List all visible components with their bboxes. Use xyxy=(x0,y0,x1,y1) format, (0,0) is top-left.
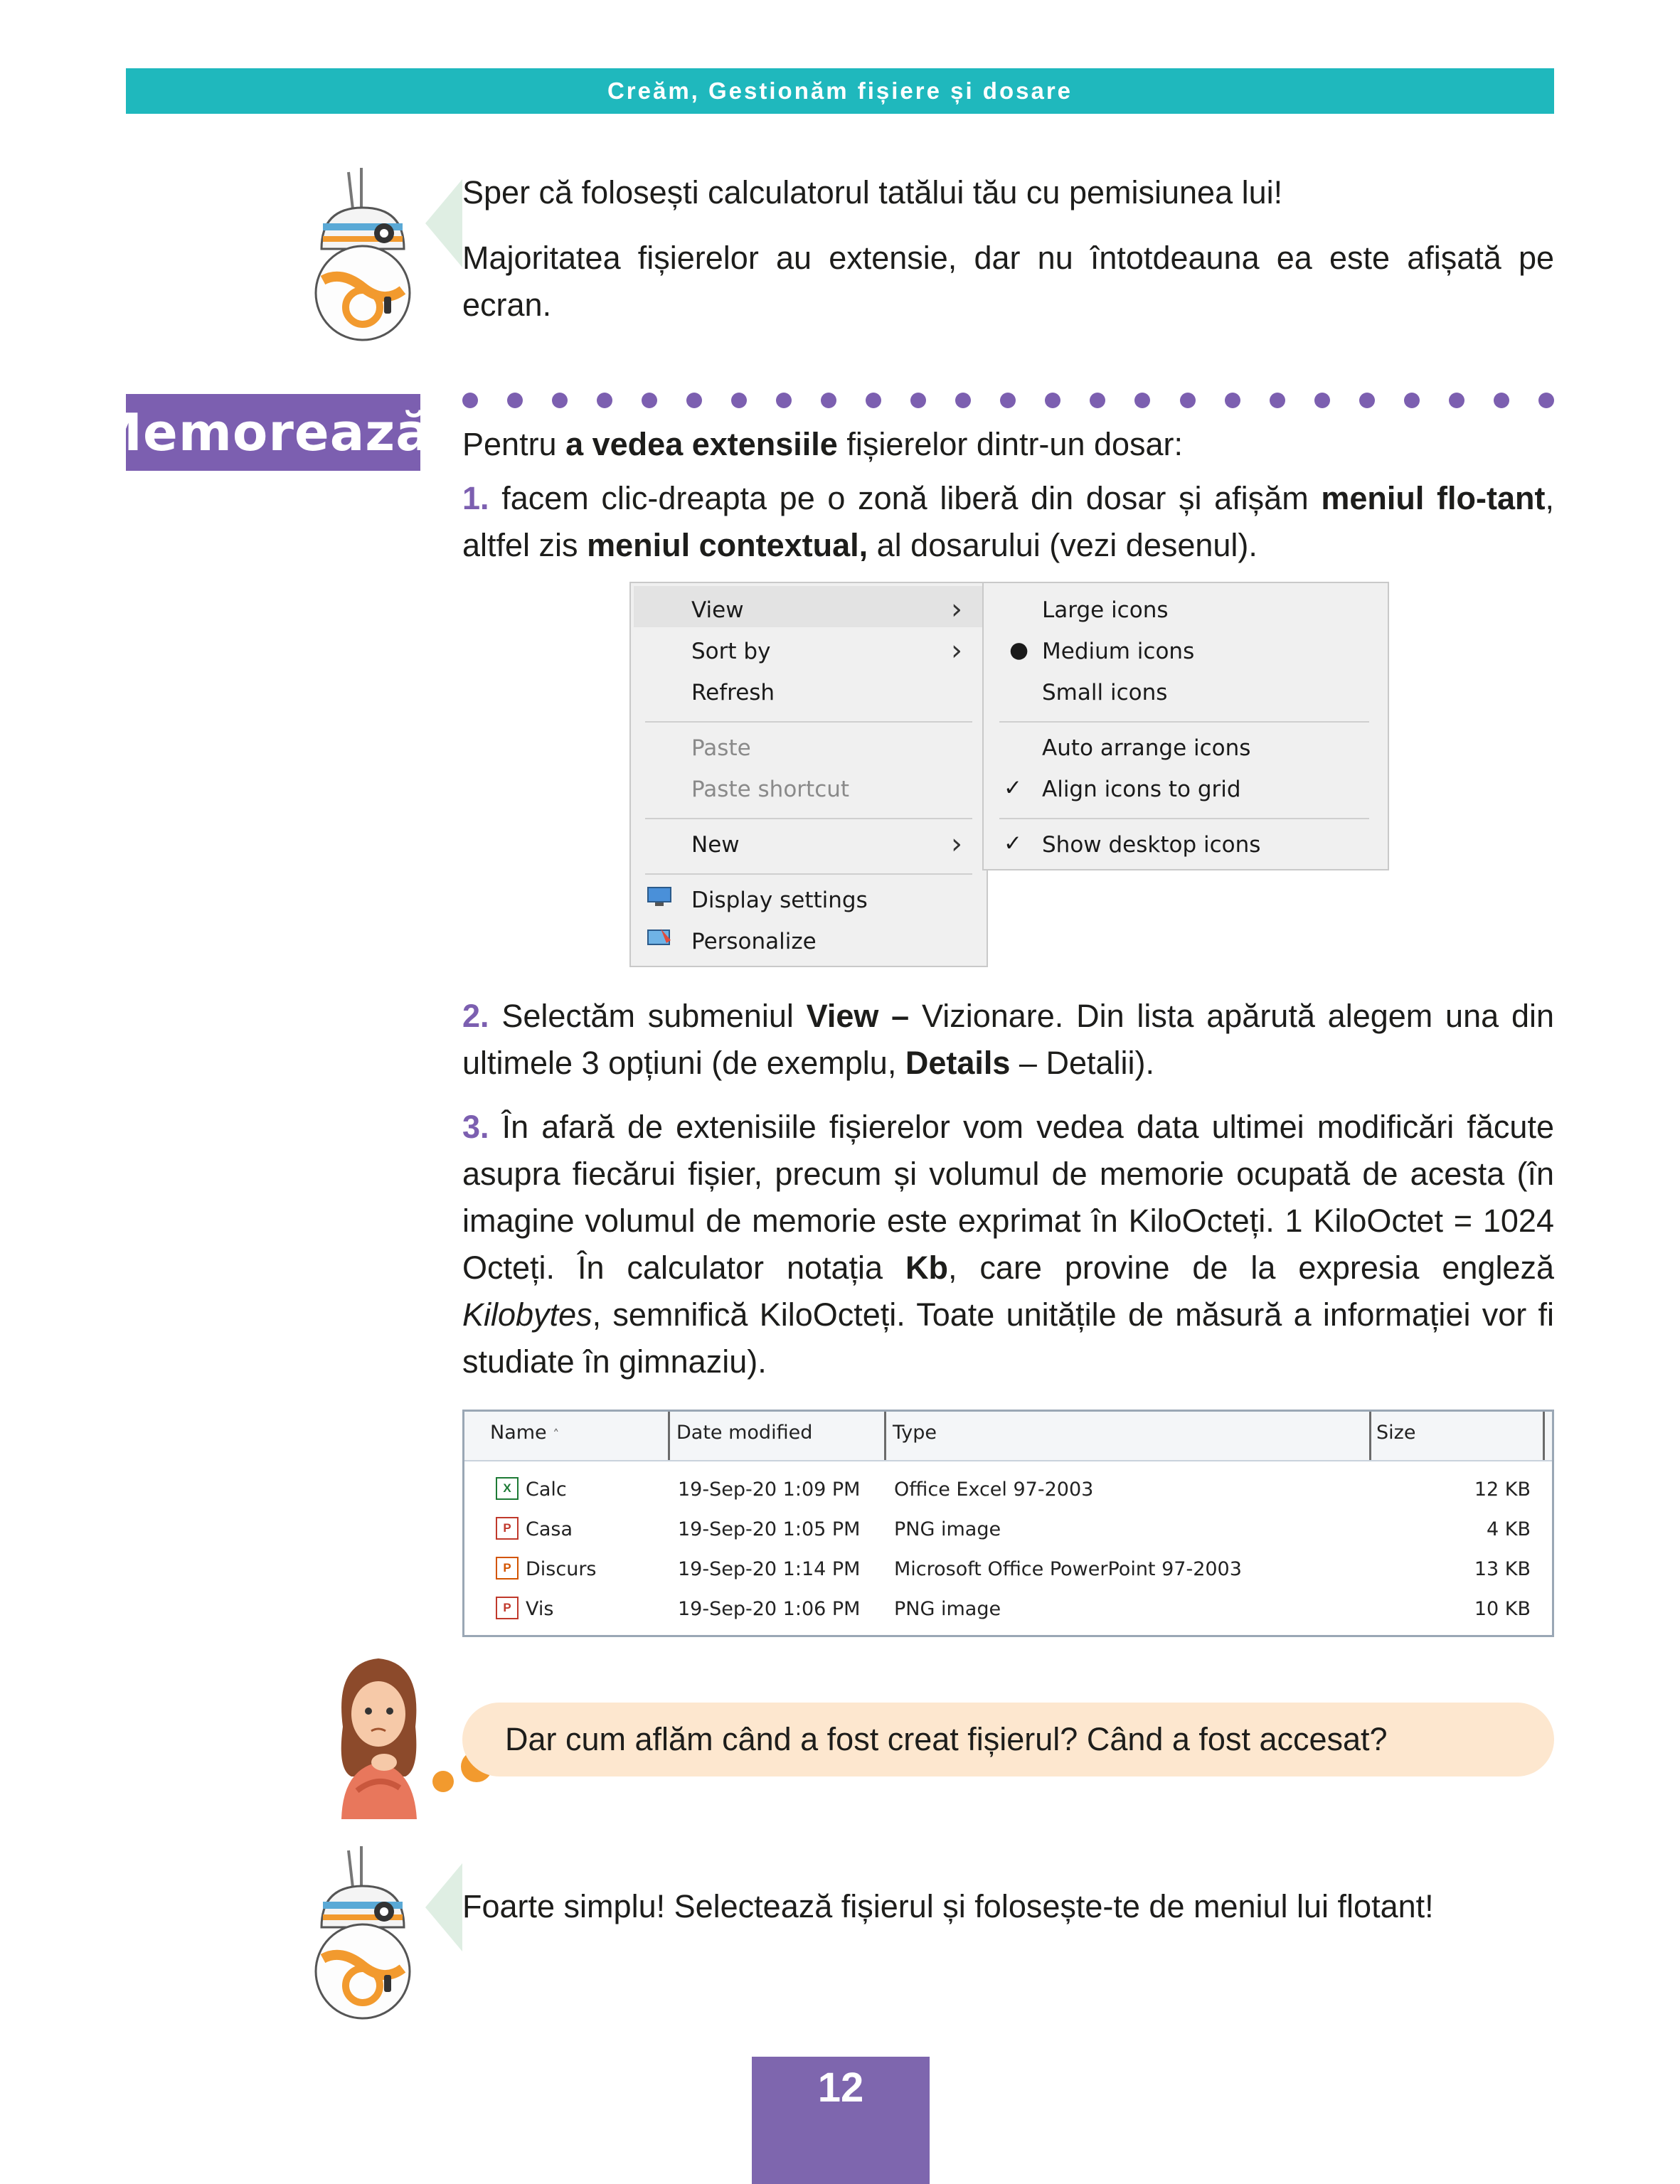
file-name[interactable]: Calc xyxy=(526,1479,567,1501)
file-details-table xyxy=(462,1410,1554,1637)
menu-item-refresh[interactable]: Refresh xyxy=(691,680,775,705)
context-menu-screenshot xyxy=(629,582,1389,967)
file-type: PNG image xyxy=(894,1598,1001,1620)
thought-dot xyxy=(432,1771,454,1792)
robot-icon xyxy=(306,165,420,343)
speech-pointer xyxy=(425,1863,462,1951)
menu-item-paste-shortcut: Paste shortcut xyxy=(691,777,850,802)
powerpoint-file-icon: P xyxy=(496,1557,519,1580)
bullet-icon: ● xyxy=(1009,637,1029,663)
view-submenu xyxy=(982,582,1389,870)
file-date: 19-Sep-20 1:06 PM xyxy=(678,1598,861,1620)
file-date: 19-Sep-20 1:05 PM xyxy=(678,1518,861,1540)
robot-answer-text: Foarte simplu! Selectează fișierul și folosește-te de meniul lui flotant! xyxy=(462,1888,1434,1924)
menu-item-personalize[interactable]: Personalize xyxy=(691,929,817,954)
column-header-date[interactable]: Date modified xyxy=(676,1422,813,1444)
step-2: 2. Selectăm submeniul View – Vizionare. Din lista apărută alegem una din ultimele 3 opțiuni (de exemplu, Details – Detalii). xyxy=(462,998,1554,1081)
speech-pointer xyxy=(425,179,462,267)
png-file-icon: P xyxy=(496,1597,519,1619)
menu-item-display-settings[interactable]: Display settings xyxy=(691,888,868,913)
page-number: 12 xyxy=(752,2057,930,2184)
chevron-right-icon: › xyxy=(951,828,962,861)
file-size: 10 KB xyxy=(1474,1598,1531,1620)
file-size: 13 KB xyxy=(1474,1558,1531,1580)
personalize-icon xyxy=(647,927,672,949)
submenu-item-align-grid[interactable]: Align icons to grid xyxy=(1042,777,1241,802)
png-file-icon: P xyxy=(496,1517,519,1540)
menu-item-view[interactable]: View xyxy=(691,597,744,623)
submenu-item-small-icons[interactable]: Small icons xyxy=(1042,680,1168,705)
context-menu xyxy=(629,582,988,967)
checkmark-icon: ✓ xyxy=(1004,775,1022,801)
chevron-right-icon: › xyxy=(951,593,962,626)
question-bubble xyxy=(462,1703,1554,1777)
robot-intro-line2: Majoritatea fișierelor au extensie, dar nu întotdeauna ea este afișată pe ecran. xyxy=(462,240,1554,323)
file-type: PNG image xyxy=(894,1518,1001,1540)
step-3: 3. În afară de extenisiile fișierelor vom vedea data ultimei modificări făcute asupra fiecărui fișier, precum și volumul de memorie ocupată de acesta (în imagine volumul de memorie este exprimat în KiloOcteți. 1 KiloOctet = 1024 Octeți. În calculator notația Kb, care provine de la expresia engleză Kilobytes, semnifică KiloOcteți. Toate unitățile de măsură a informației vor fi studiate în gimnaziu). xyxy=(462,1109,1554,1380)
file-name[interactable]: Vis xyxy=(526,1598,554,1620)
robot-icon xyxy=(306,1843,420,2021)
menu-item-paste: Paste xyxy=(691,735,751,761)
submenu-item-medium-icons[interactable]: Medium icons xyxy=(1042,639,1195,664)
file-date: 19-Sep-20 1:14 PM xyxy=(678,1558,861,1580)
column-header-type[interactable]: Type xyxy=(893,1422,937,1444)
column-header-name[interactable]: Name ˄ xyxy=(490,1422,560,1444)
file-date: 19-Sep-20 1:09 PM xyxy=(678,1479,861,1501)
file-size: 12 KB xyxy=(1474,1479,1531,1501)
display-settings-icon xyxy=(647,886,672,907)
table-header xyxy=(464,1412,1552,1461)
submenu-item-large-icons[interactable]: Large icons xyxy=(1042,597,1169,623)
submenu-item-show-desktop[interactable]: Show desktop icons xyxy=(1042,832,1261,858)
file-name[interactable]: Discurs xyxy=(526,1558,597,1580)
menu-item-new[interactable]: New xyxy=(691,832,740,858)
column-header-size[interactable]: Size xyxy=(1376,1422,1416,1444)
step-1: 1. facem clic-dreapta pe o zonă liberă din dosar și afișăm meniul flo-tant, altfel zis meniul contextual, al dosarului (vezi desenul). xyxy=(462,480,1555,563)
girl-thinking-icon xyxy=(329,1648,428,1819)
chapter-header xyxy=(126,68,1554,114)
file-size: 4 KB xyxy=(1487,1518,1531,1540)
file-type: Microsoft Office PowerPoint 97-2003 xyxy=(894,1558,1242,1580)
menu-item-sort-by[interactable]: Sort by xyxy=(691,639,771,664)
memo-label-text: Memorează! xyxy=(91,403,455,462)
chapter-title: Creăm, Gestionăm fișiere și dosare xyxy=(607,78,1073,104)
checkmark-icon: ✓ xyxy=(1004,831,1022,856)
dotted-divider xyxy=(462,393,1554,411)
file-name[interactable]: Casa xyxy=(526,1518,573,1540)
submenu-item-auto-arrange[interactable]: Auto arrange icons xyxy=(1042,735,1251,761)
question-text: Dar cum aflăm când a fost creat fișierul? Când a fost accesat? xyxy=(505,1721,1388,1757)
excel-file-icon: X xyxy=(496,1477,519,1500)
memo-intro: Pentru a vedea extensiile fișierelor dintr-un dosar: xyxy=(462,426,1184,462)
file-type: Office Excel 97-2003 xyxy=(894,1479,1094,1501)
chevron-right-icon: › xyxy=(951,634,962,667)
robot-intro-line1: Sper că folosești calculatorul tatălui tău cu pemisiunea lui! xyxy=(462,174,1283,211)
memo-label xyxy=(91,394,455,471)
